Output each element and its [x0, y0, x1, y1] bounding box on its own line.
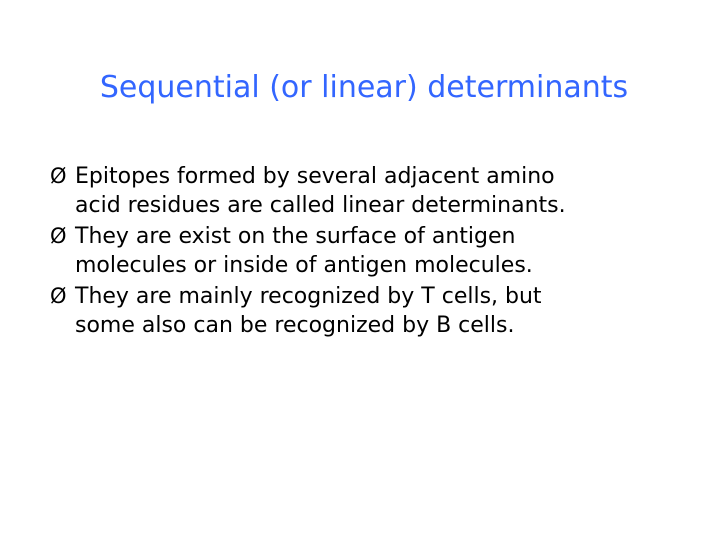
arrow-bullet-icon: Ø	[50, 224, 67, 248]
bullet-text: They are mainly recognized by T cells, but some also can be recognized by B cells.	[75, 284, 542, 338]
bullet-text: Epitopes formed by several adjacent amino acid residues are called linear determinants.	[75, 164, 566, 218]
bullet-item-location	[50, 222, 700, 280]
bullet-item-epitopes	[50, 162, 700, 220]
arrow-bullet-icon: Ø	[50, 284, 67, 308]
bullet-text: They are exist on the surface of antigen molecules or inside of antigen molecules.	[75, 224, 533, 278]
arrow-bullet-icon: Ø	[50, 164, 67, 188]
slide-title: Sequential (or linear) determinants	[99, 70, 629, 105]
bullet-list	[50, 162, 700, 342]
bullet-item-recognition	[50, 282, 700, 340]
